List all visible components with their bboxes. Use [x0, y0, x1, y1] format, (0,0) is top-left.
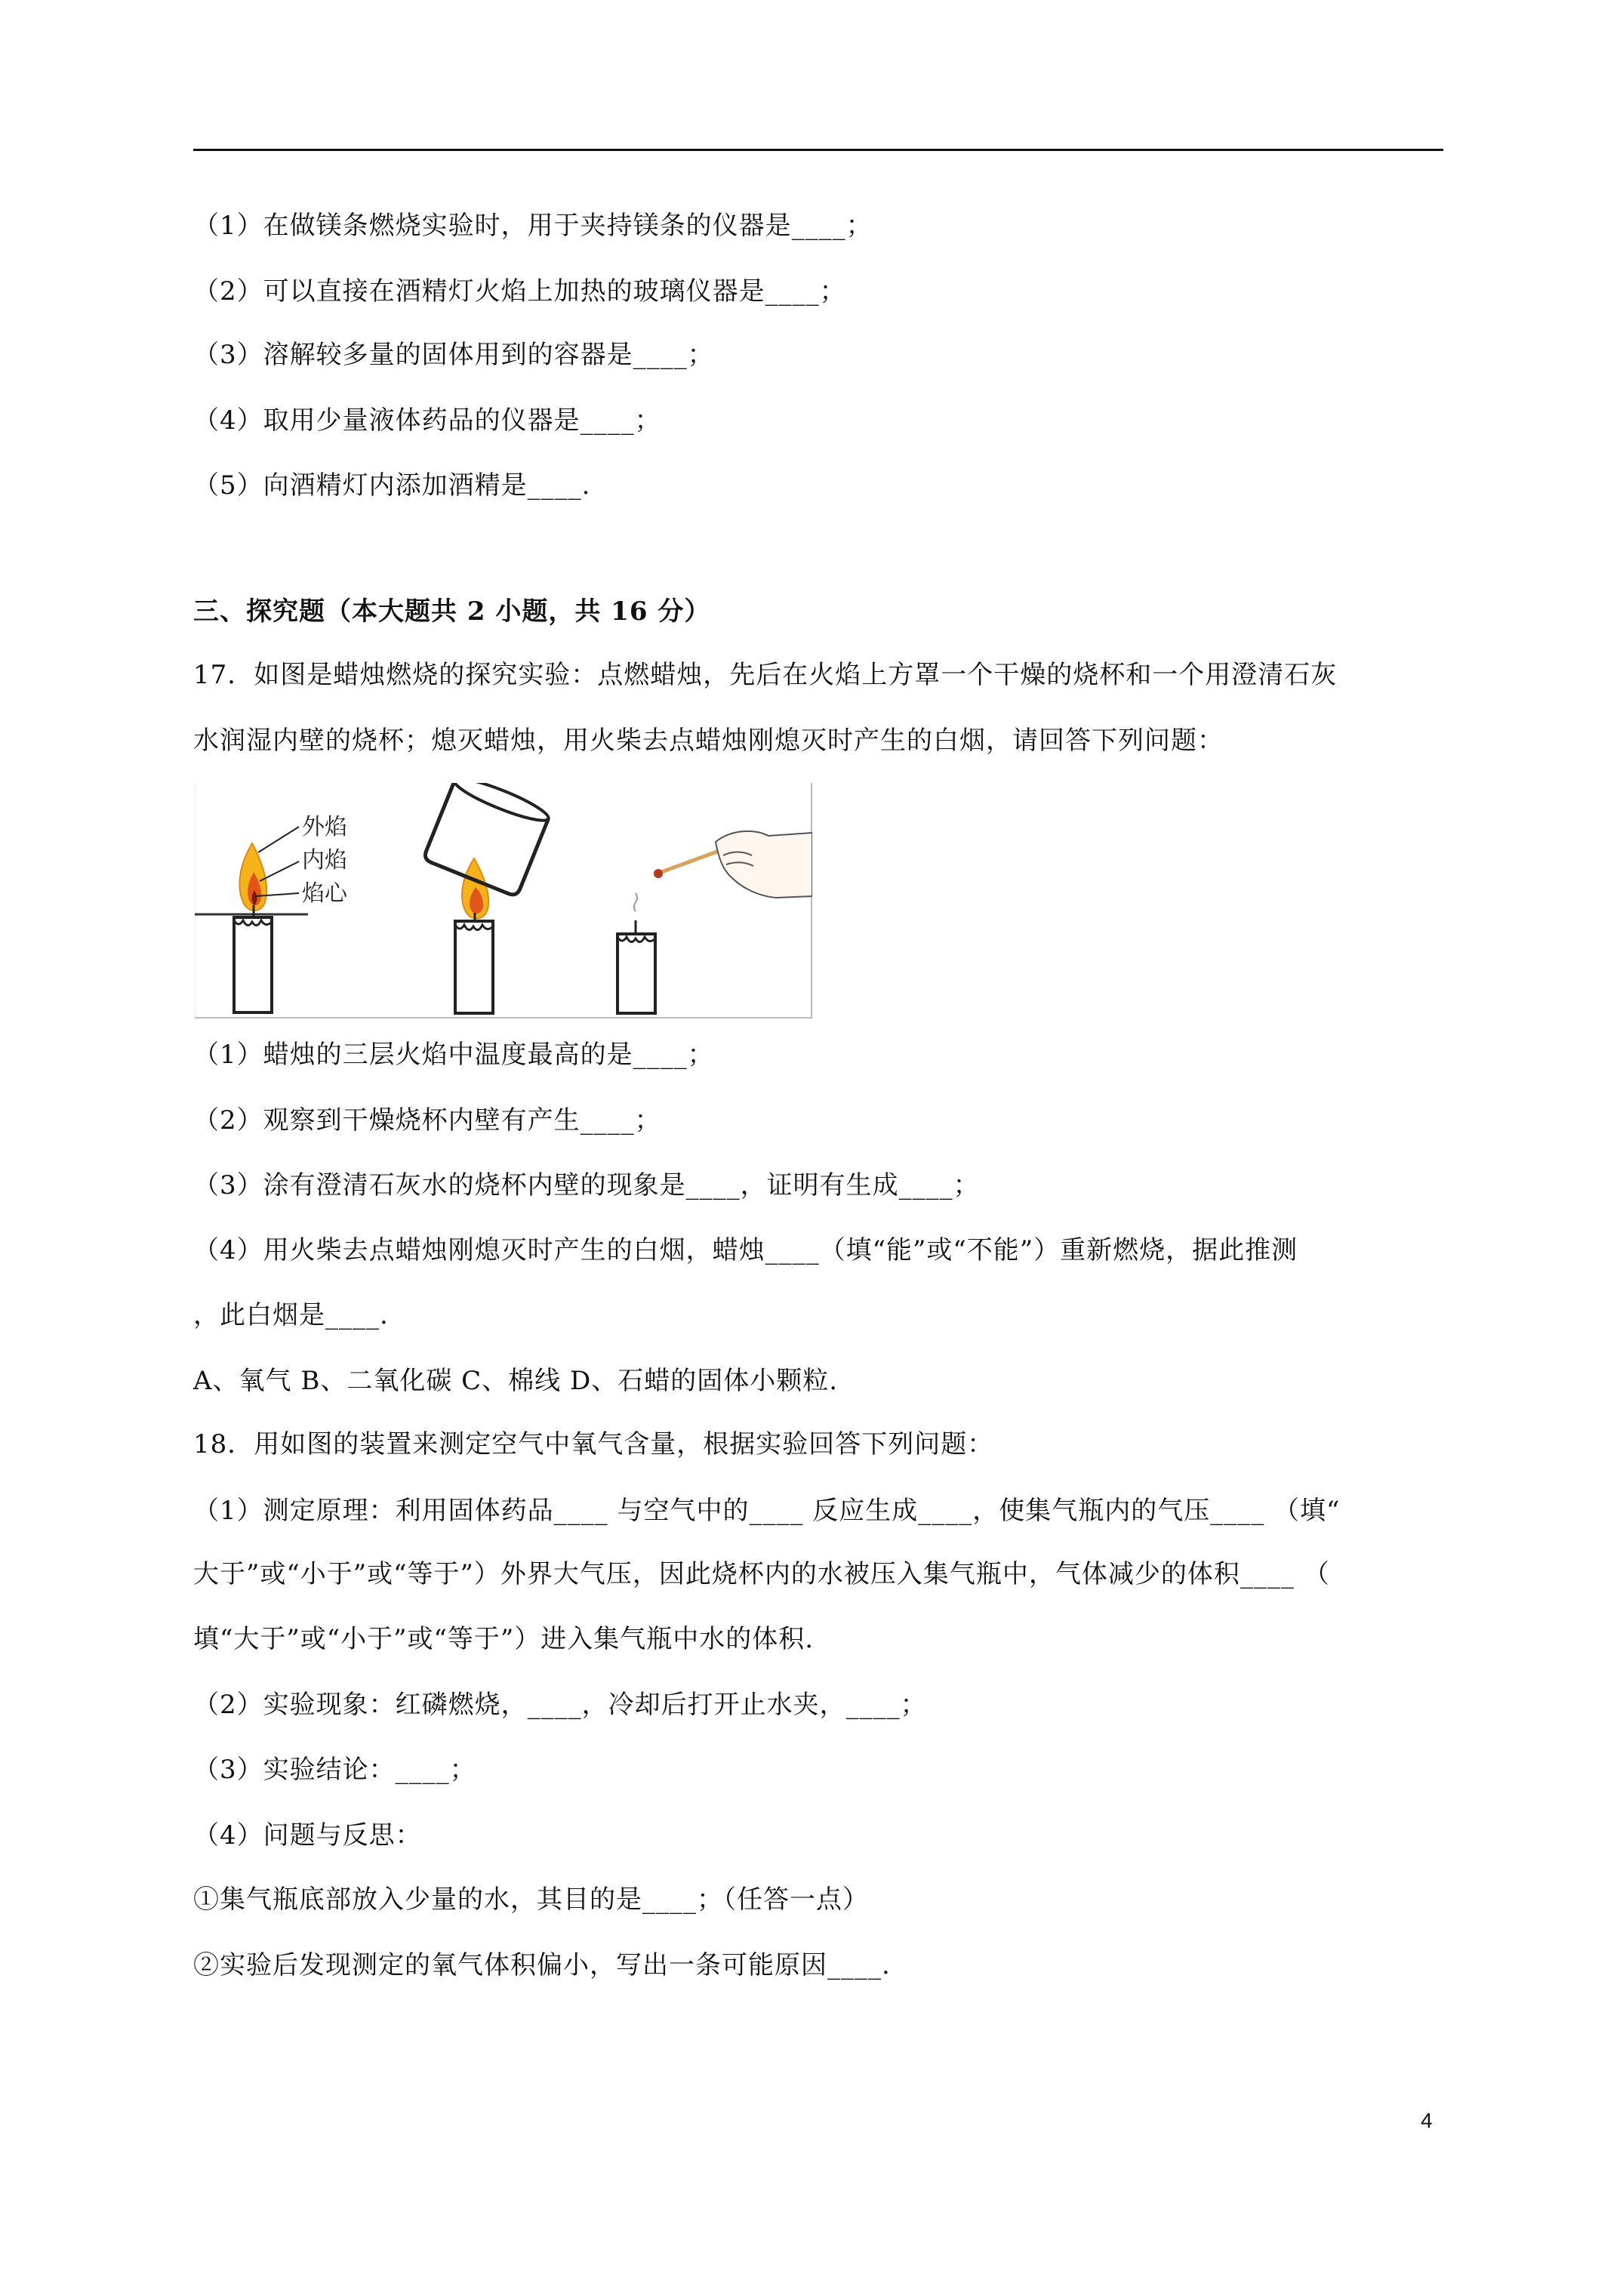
q18-line-6: （4）问题与反思： — [193, 1820, 422, 1851]
q16-item-2: （2）可以直接在酒精灯火焰上加热的玻璃仪器是____； — [193, 276, 846, 307]
label-flame-core: 焰心 — [302, 880, 347, 907]
candle-experiment-figure — [195, 783, 812, 1019]
q17-item-4: （4）用火柴去点蜡烛刚熄灭时产生的白烟，蜡烛____（填“能”或“不能”）重新燃烧，据此推测 — [193, 1235, 1298, 1265]
q18-stem: 18．用如图的装置来测定空气中氧气含量，根据实验回答下列问题： — [193, 1429, 994, 1459]
q16-item-5: （5）向酒精灯内添加酒精是____. — [193, 470, 591, 501]
header-rule — [193, 149, 1443, 151]
q17-item-1: （1）蜡烛的三层火焰中温度最高的是____； — [193, 1040, 714, 1070]
q17-options: A、氧气 B、二氧化碳 C、棉线 D、石蜡的固体小颗粒. — [193, 1366, 839, 1396]
q18-line-5: （3）实验结论：____； — [193, 1755, 476, 1785]
q18-line-8: ②实验后发现测定的氧气体积偏小，写出一条可能原因____. — [193, 1950, 891, 1980]
q17-item-3: （3）涂有澄清石灰水的烧杯内壁的现象是____，证明有生成____； — [193, 1170, 980, 1200]
q17-item-4-cont: ，此白烟是____. — [193, 1300, 389, 1330]
q16-item-1: （1）在做镁条燃烧实验时，用于夹持镁条的仪器是____； — [193, 211, 873, 241]
label-inner-flame: 内焰 — [302, 847, 347, 874]
label-outer-flame: 外焰 — [302, 814, 347, 840]
q16-item-3: （3）溶解较多量的固体用到的容器是____； — [193, 340, 714, 370]
q18-line-4: （2）实验现象：红磷燃烧，____，冷却后打开止水夹，____； — [193, 1690, 927, 1720]
q17-item-2: （2）观察到干燥烧杯内壁有产生____； — [193, 1105, 661, 1136]
q18-line-1: （1）测定原理：利用固体药品____ 与空气中的____ 反应生成____，使集气瓶内的气压____ （填“ — [193, 1496, 1341, 1526]
q16-item-4: （4）取用少量液体药品的仪器是____； — [193, 405, 661, 436]
q18-line-7: ①集气瓶底部放入少量的水，其目的是____；（任答一点） — [193, 1885, 869, 1915]
q18-line-3: 填“大于”或“小于”或“等于”）进入集气瓶中水的体积. — [193, 1624, 815, 1654]
page-number: 4 — [1421, 2109, 1433, 2132]
q18-line-2: 大于”或“小于”或“等于”）外界大气压，因此烧杯内的水被压入集气瓶中，气体减少的体积____ （ — [193, 1559, 1330, 1589]
q17-stem-line-1: 17．如图是蜡烛燃烧的探究实验：点燃蜡烛，先后在火焰上方罩一个干燥的烧杯和一个用澄清石灰 — [193, 660, 1338, 690]
section-heading: 三、探究题（本大题共 2 小题，共 16 分） — [193, 596, 711, 627]
q17-stem-line-2: 水润湿内壁的烧杯；熄灭蜡烛，用火柴去点蜡烛刚熄灭时产生的白烟，请回答下列问题： — [193, 726, 1224, 756]
